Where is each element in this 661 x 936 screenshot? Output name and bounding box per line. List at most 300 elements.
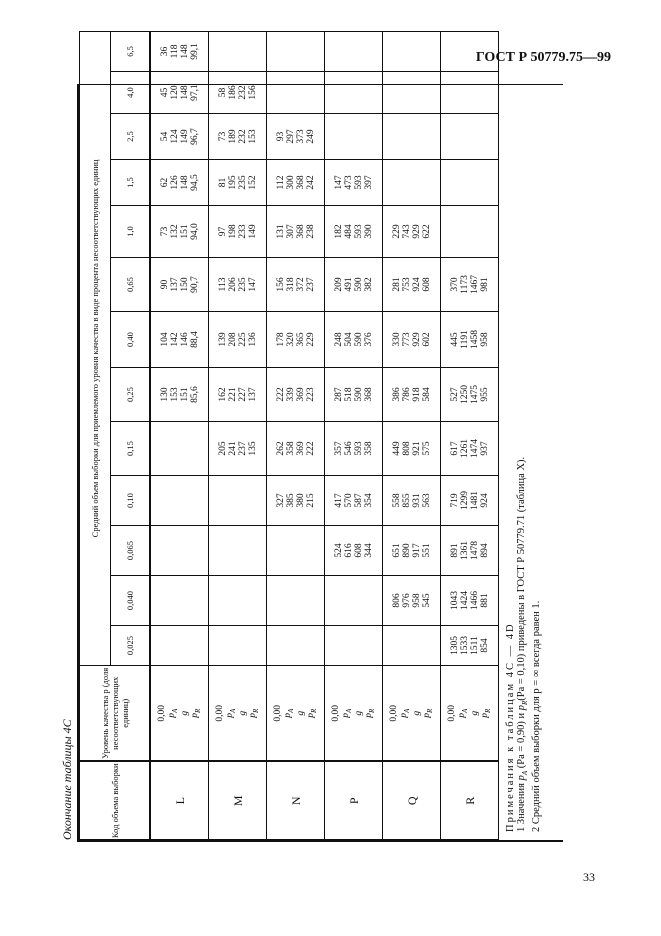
row-code: R (441, 762, 499, 840)
cell-value: 178 (275, 332, 286, 347)
cell-value: 616 (343, 543, 354, 558)
cell-value: 186 (227, 85, 238, 100)
value-cell (209, 72, 267, 114)
cell-value: 132 (169, 224, 180, 239)
value-cell (383, 114, 441, 160)
cell-value: 854 (479, 638, 490, 653)
cell-value: 1458 (469, 330, 480, 349)
value-cell (441, 258, 499, 312)
level-label: $p_A$ (340, 708, 353, 718)
value-cell (209, 626, 267, 666)
level-label: g (469, 710, 480, 716)
header-aql: 4,0 (111, 72, 151, 114)
cell-value: 136 (247, 332, 258, 347)
cell-value: 958 (479, 332, 490, 347)
table-row (325, 31, 383, 839)
note-1-part: 1 Значения (516, 780, 527, 832)
cell-value: 937 (479, 441, 490, 456)
header-aql: 2,5 (111, 114, 151, 160)
cell-value: 287 (333, 387, 344, 402)
cell-value: 241 (227, 441, 238, 456)
value-cell (209, 31, 267, 71)
value-cell (150, 72, 209, 114)
cell-value: 929 (411, 224, 422, 239)
value-cell (267, 626, 325, 666)
cell-value: 445 (449, 332, 460, 347)
table-row (441, 31, 499, 839)
cell-value: 370 (449, 277, 460, 292)
value-cell (267, 422, 325, 476)
value-cell (441, 476, 499, 526)
cell-value: 300 (285, 175, 296, 190)
value-cell (267, 206, 325, 258)
cell-value: 593 (353, 175, 364, 190)
cell-value: 195 (227, 175, 238, 190)
header-aql: 1,0 (111, 206, 151, 258)
cell-value: 368 (295, 224, 306, 239)
row-code: P (325, 762, 383, 840)
level-label: 0,00 (446, 704, 457, 722)
cell-value: 1481 (469, 491, 480, 510)
cell-value: 232 (237, 129, 248, 144)
cell-value: 608 (421, 277, 432, 292)
cell-value: 222 (275, 387, 286, 402)
cell-value: 73 (159, 226, 170, 237)
cell-value: 590 (353, 332, 364, 347)
cell-value: 369 (295, 441, 306, 456)
table-row (383, 31, 441, 839)
value-cell (441, 626, 499, 666)
note-1-part: (Pa = 0,10) приведены в ГОСТ Р 50779.71 (таблица X). (516, 456, 527, 701)
cell-value: 921 (411, 441, 422, 456)
value-cell (150, 31, 209, 71)
cell-value: 229 (391, 224, 402, 239)
header-aql: 0,65 (111, 258, 151, 312)
cell-value: 918 (411, 387, 422, 402)
cell-value: 891 (449, 543, 460, 558)
cell-value: 358 (363, 441, 374, 456)
cell-value: 58 (217, 87, 228, 98)
level-label: g (237, 710, 248, 716)
cell-value: 229 (305, 332, 316, 347)
cell-value: 215 (305, 493, 316, 508)
cell-value: 855 (401, 493, 412, 508)
cell-value: 205 (217, 441, 228, 456)
cell-value: 97 (217, 226, 228, 237)
value-cell (325, 576, 383, 626)
row-code: N (267, 762, 325, 840)
cell-value: 182 (333, 224, 344, 239)
level-labels (441, 666, 499, 762)
value-cell (267, 476, 325, 526)
cell-value: 753 (401, 277, 412, 292)
value-cell (209, 114, 267, 160)
header-aql: 0,025 (111, 626, 151, 666)
cell-value: 198 (227, 224, 238, 239)
cell-value: 235 (237, 175, 248, 190)
cell-value: 148 (179, 175, 190, 190)
cell-value: 209 (333, 277, 344, 292)
value-cell (441, 206, 499, 258)
cell-value: 344 (363, 543, 374, 558)
cell-value: 149 (247, 224, 258, 239)
level-label: $p_R$ (189, 708, 202, 718)
cell-value: 617 (449, 441, 460, 456)
note-1 (516, 93, 531, 832)
value-cell (383, 312, 441, 368)
level-label: $p_R$ (421, 708, 434, 718)
value-cell (441, 526, 499, 576)
value-cell (325, 206, 383, 258)
cell-value: 1043 (449, 591, 460, 610)
document-code: ГОСТ Р 50779.75—99 (475, 50, 611, 65)
value-cell (267, 312, 325, 368)
value-cell (441, 160, 499, 206)
table-notes (499, 85, 563, 840)
level-labels (267, 666, 325, 762)
cell-value: 924 (479, 493, 490, 508)
header-aql: 0,15 (111, 422, 151, 476)
cell-value: 570 (343, 493, 354, 508)
cell-value: 917 (411, 543, 422, 558)
cell-value: 1478 (469, 541, 480, 560)
cell-value: 587 (353, 493, 364, 508)
cell-value: 62 (159, 177, 170, 188)
cell-value: 318 (285, 277, 296, 292)
row-code: Q (383, 762, 441, 840)
cell-value: 120 (169, 85, 180, 100)
value-cell (267, 31, 325, 71)
value-cell (150, 160, 209, 206)
cell-value: 385 (285, 493, 296, 508)
row-code: L (150, 762, 209, 840)
cell-value: 149 (179, 129, 190, 144)
cell-value: 339 (285, 387, 296, 402)
cell-value: 397 (363, 175, 374, 190)
level-labels (209, 666, 267, 762)
cell-value: 242 (305, 175, 316, 190)
cell-value: 94,0 (189, 223, 200, 240)
cell-value: 527 (449, 387, 460, 402)
cell-value: 1261 (459, 439, 470, 458)
cell-value: 380 (295, 493, 306, 508)
cell-value: 54 (159, 131, 170, 142)
cell-value: 130 (159, 387, 170, 402)
pa-symbol: $p_A$ (516, 770, 530, 781)
cell-value: 208 (227, 332, 238, 347)
cell-value: 719 (449, 493, 460, 508)
cell-value: 330 (391, 332, 402, 347)
table-row (150, 31, 209, 839)
value-cell (325, 31, 383, 71)
cell-value: 390 (363, 224, 374, 239)
cell-value: 206 (227, 277, 238, 292)
cell-value: 929 (411, 332, 422, 347)
cell-value: 151 (179, 387, 190, 402)
value-cell (383, 626, 441, 666)
cell-value: 368 (295, 175, 306, 190)
note-2: 2 Средний объем выборки для p = ∞ всегда равен 1. (531, 600, 543, 832)
value-cell (209, 206, 267, 258)
level-label: 0,00 (272, 704, 283, 722)
pr-symbol: $p_R$ (516, 700, 530, 711)
value-cell (209, 258, 267, 312)
cell-value: 162 (217, 387, 228, 402)
header-aql: 1,5 (111, 160, 151, 206)
cell-value: 1361 (459, 541, 470, 560)
header-aql: 0,040 (111, 576, 151, 626)
value-cell (383, 258, 441, 312)
value-cell (383, 31, 441, 71)
cell-value: 81 (217, 177, 228, 188)
value-cell (209, 576, 267, 626)
value-cell (441, 72, 499, 114)
value-cell (441, 576, 499, 626)
cell-value: 45 (159, 87, 170, 98)
value-cell (441, 312, 499, 368)
header-aql: 6,5 (111, 31, 151, 71)
cell-value: 558 (391, 493, 402, 508)
cell-value: 590 (353, 277, 364, 292)
cell-value: 36 (159, 46, 170, 57)
cell-value: 590 (353, 387, 364, 402)
notes-title (505, 93, 516, 832)
value-cell (325, 526, 383, 576)
cell-value: 137 (169, 277, 180, 292)
cell-value: 981 (479, 277, 490, 292)
level-label: g (295, 710, 306, 716)
value-cell (150, 576, 209, 626)
value-cell (383, 206, 441, 258)
cell-value: 584 (421, 387, 432, 402)
value-cell (267, 160, 325, 206)
value-cell (209, 312, 267, 368)
value-cell (383, 160, 441, 206)
cell-value: 137 (247, 387, 258, 402)
cell-value: 890 (401, 543, 412, 558)
value-cell (150, 368, 209, 422)
level-labels (325, 666, 383, 762)
cell-value: 1191 (459, 330, 470, 349)
cell-value: 90,7 (189, 276, 200, 293)
row-code: M (209, 762, 267, 840)
cell-value: 976 (401, 593, 412, 608)
cell-value: 153 (247, 129, 258, 144)
value-cell (150, 422, 209, 476)
cell-value: 248 (333, 332, 344, 347)
cell-value: 373 (295, 129, 306, 144)
cell-value: 85,6 (189, 386, 200, 403)
value-cell (325, 114, 383, 160)
value-cell (267, 72, 325, 114)
cell-value: 417 (333, 493, 344, 508)
level-label: $p_A$ (398, 708, 411, 718)
cell-value: 135 (247, 441, 258, 456)
cell-value: 449 (391, 441, 402, 456)
cell-value: 1299 (459, 491, 470, 510)
cell-value: 894 (479, 543, 490, 558)
value-cell (441, 31, 499, 71)
value-cell (150, 312, 209, 368)
cell-value: 806 (391, 593, 402, 608)
cell-value: 151 (179, 224, 190, 239)
cell-value: 1467 (469, 275, 480, 294)
cell-value: 1511 (469, 636, 480, 655)
note-1-part: (Pa = 0,90) и (516, 710, 527, 771)
cell-value: 112 (275, 175, 286, 190)
header-aql: 0,40 (111, 312, 151, 368)
cell-value: 73 (217, 131, 228, 142)
cell-value: 593 (353, 441, 364, 456)
cell-value: 307 (285, 224, 296, 239)
value-cell (383, 368, 441, 422)
cell-value: 152 (247, 175, 258, 190)
value-cell (150, 206, 209, 258)
cell-value: 118 (169, 44, 180, 59)
cell-value: 1533 (459, 636, 470, 655)
cell-value: 518 (343, 387, 354, 402)
level-label: 0,00 (388, 704, 399, 722)
cell-value: 90 (159, 279, 170, 290)
cell-value: 386 (391, 387, 402, 402)
cell-value: 369 (295, 387, 306, 402)
cell-value: 99,1 (189, 43, 200, 60)
cell-value: 156 (247, 85, 258, 100)
cell-value: 189 (227, 129, 238, 144)
level-label: $p_R$ (247, 708, 260, 718)
header-aql: 0,065 (111, 526, 151, 576)
cell-value: 786 (401, 387, 412, 402)
level-label: 0,00 (156, 704, 167, 722)
level-labels (150, 666, 209, 762)
cell-value: 372 (295, 277, 306, 292)
cell-value: 156 (275, 277, 286, 292)
value-cell (150, 526, 209, 576)
value-cell (383, 526, 441, 576)
value-cell (325, 312, 383, 368)
cell-value: 491 (343, 277, 354, 292)
level-label: $p_A$ (282, 708, 295, 718)
cell-value: 281 (391, 277, 402, 292)
value-cell (383, 422, 441, 476)
cell-value: 104 (159, 332, 170, 347)
level-labels (383, 666, 441, 762)
cell-value: 235 (237, 277, 248, 292)
cell-value: 376 (363, 332, 374, 347)
cell-value: 238 (305, 224, 316, 239)
cell-value: 368 (363, 387, 374, 402)
value-cell (267, 258, 325, 312)
value-cell (325, 160, 383, 206)
cell-value: 958 (411, 593, 422, 608)
cell-value: 94,5 (189, 174, 200, 191)
cell-value: 365 (295, 332, 306, 347)
level-label: $p_A$ (456, 708, 469, 718)
value-cell (325, 476, 383, 526)
level-label: 0,00 (214, 704, 225, 722)
header-group: Средний объем выборки для приемлемого уровня качества в виде процента несоответствующих единиц (80, 31, 111, 665)
value-cell (383, 576, 441, 626)
cell-value: 1466 (469, 591, 480, 610)
cell-value: 320 (285, 332, 296, 347)
cell-value: 297 (285, 129, 296, 144)
value-cell (150, 258, 209, 312)
cell-value: 227 (237, 387, 248, 402)
value-cell (441, 368, 499, 422)
header-aql: 0,10 (111, 476, 151, 526)
level-label: $p_A$ (166, 708, 179, 718)
value-cell (209, 422, 267, 476)
cell-value: 545 (421, 593, 432, 608)
cell-value: 608 (353, 543, 364, 558)
cell-value: 131 (275, 224, 286, 239)
cell-value: 1475 (469, 385, 480, 404)
value-cell (325, 72, 383, 114)
value-cell (267, 576, 325, 626)
level-label: 0,00 (330, 704, 341, 722)
cell-value: 1424 (459, 591, 470, 610)
cell-value: 96,7 (189, 128, 200, 145)
cell-value: 249 (305, 129, 316, 144)
table-row (267, 31, 325, 839)
cell-value: 931 (411, 493, 422, 508)
cell-value: 773 (401, 332, 412, 347)
value-cell (209, 160, 267, 206)
value-cell (209, 526, 267, 576)
table-row (209, 31, 267, 839)
cell-value: 148 (179, 85, 190, 100)
value-cell (209, 476, 267, 526)
cell-value: 1173 (459, 275, 470, 294)
cell-value: 563 (421, 493, 432, 508)
value-cell (383, 72, 441, 114)
cell-value: 142 (169, 332, 180, 347)
cell-value: 504 (343, 332, 354, 347)
cell-value: 524 (333, 543, 344, 558)
value-cell (267, 526, 325, 576)
level-label: $p_R$ (479, 708, 492, 718)
value-cell (383, 476, 441, 526)
level-label: g (411, 710, 422, 716)
level-label: $p_R$ (305, 708, 318, 718)
cell-value: 357 (333, 441, 344, 456)
value-cell (441, 114, 499, 160)
cell-value: 484 (343, 224, 354, 239)
level-label: g (179, 710, 190, 716)
cell-value: 358 (285, 441, 296, 456)
cell-value: 124 (169, 129, 180, 144)
cell-value: 1305 (449, 636, 460, 655)
value-cell (209, 368, 267, 422)
cell-value: 651 (391, 543, 402, 558)
cell-value: 233 (237, 224, 248, 239)
value-cell (150, 114, 209, 160)
cell-value: 237 (237, 441, 248, 456)
cell-value: 223 (305, 387, 316, 402)
cell-value: 146 (179, 332, 190, 347)
cell-value: 97,1 (189, 84, 200, 101)
cell-value: 153 (169, 387, 180, 402)
cell-value: 382 (363, 277, 374, 292)
cell-value: 225 (237, 332, 248, 347)
cell-value: 551 (421, 543, 432, 558)
cell-value: 622 (421, 224, 432, 239)
cell-value: 955 (479, 387, 490, 402)
cell-value: 237 (305, 277, 316, 292)
cell-value: 924 (411, 277, 422, 292)
value-cell (325, 368, 383, 422)
value-cell (325, 626, 383, 666)
